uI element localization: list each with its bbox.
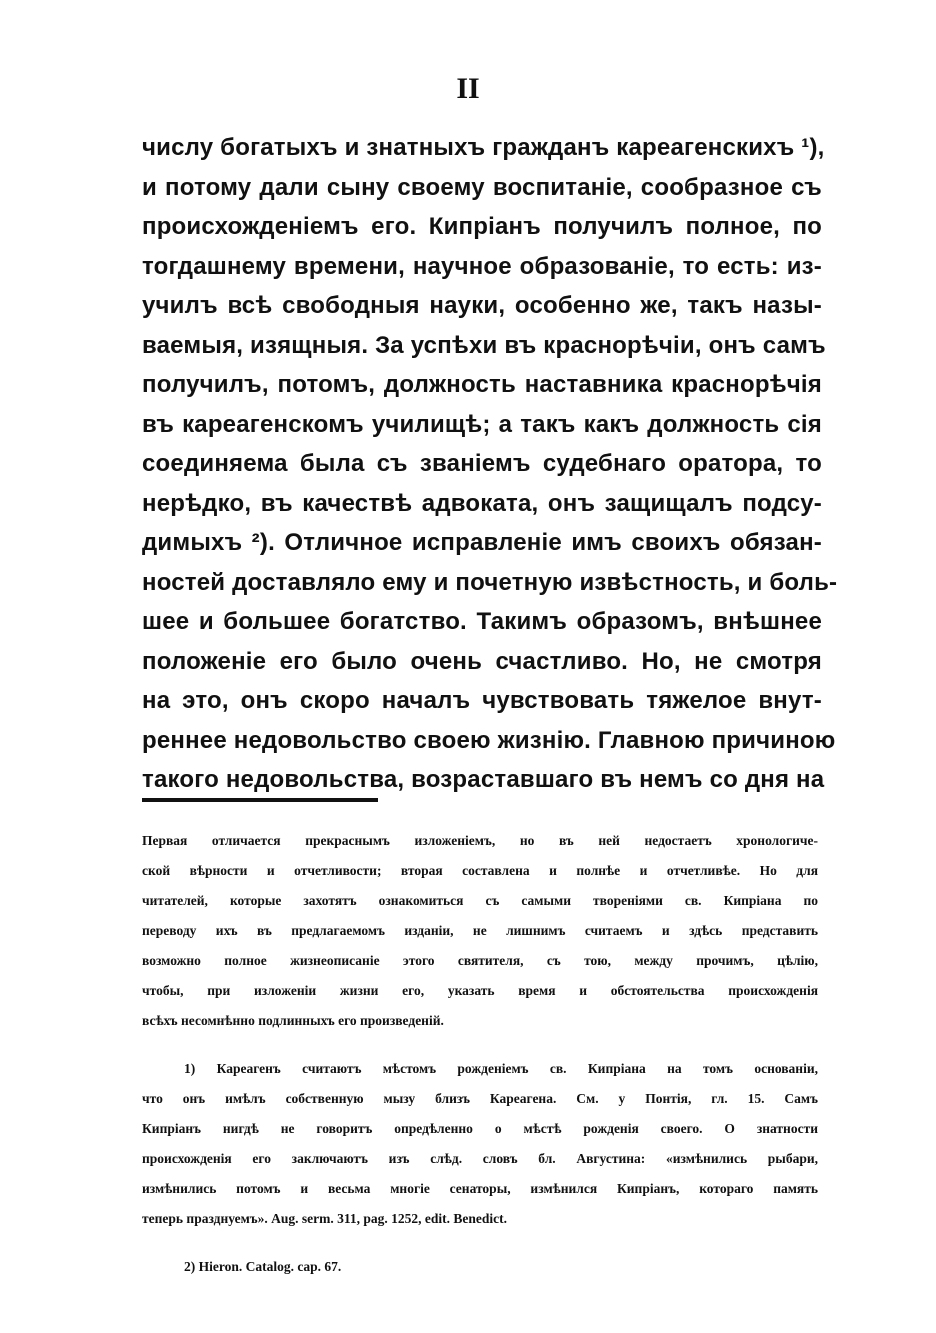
text-line: положеніе его было очень счастливо. Но, не смотря <box>142 647 822 675</box>
text-line: и потому дали сыну своему воспитаніе, сообразное съ <box>142 173 822 201</box>
footnote-line: измѣнились потомъ и весьма многіе сенаторы, измѣнился Кипріанъ, котораго память <box>142 1181 818 1196</box>
main-text <box>142 128 838 800</box>
text-line: тогдашнему времени, научное образованіе, то есть: из- <box>142 252 822 280</box>
footnotes <box>142 826 818 1282</box>
footnote-line: всѣхъ несомнѣнно подлинныхъ его произведеній. <box>142 1013 444 1028</box>
text-line: нерѣдко, въ качествѣ адвоката, онъ защищалъ подсу- <box>142 489 822 517</box>
footnote-line: переводу ихъ въ предлагаемомъ изданіи, не лишнимъ считаемъ и здѣсь представить <box>142 923 818 938</box>
footnote-line: Первая отличается прекраснымъ изложеніемъ, но въ ней недостаетъ хронологиче- <box>142 833 818 848</box>
footnote-2: 2) Hieron. Catalog. cap. 67. <box>184 1259 342 1274</box>
text-line: ностей доставляло ему и почетную извѣстность, и боль- <box>142 568 838 596</box>
footnote-line: 1) Кареагенъ считаютъ мѣстомъ рожденіемъ св. Кипріана на томъ основаніи, <box>184 1061 818 1076</box>
text-line: на это, онъ скоро началъ чувствовать тяжелое внут- <box>142 687 822 714</box>
footnote-line: происхожденія его заключаютъ изъ слѣд. словъ бл. Августина: «измѣнились рыбари, <box>142 1151 818 1166</box>
text-line: соединяема была съ званіемъ судебнаго оратора, то <box>142 450 822 477</box>
text-line: ваемыя, изящныя. За успѣхи въ краснорѣчіи, онъ самъ <box>142 331 826 359</box>
text-line: шее и большее богатство. Такимъ образомъ, внѣшнее <box>142 608 822 635</box>
footnote-line: возможно полное жизнеописаніе этого святителя, съ тою, между прочимъ, цѣлію, <box>142 953 818 968</box>
text-line: такого недовольства, возраставшаго въ немъ со дня на <box>142 766 825 793</box>
footnote-line: читателей, которые захотятъ ознакомиться съ самыми твореніями св. Кипріана по <box>142 893 818 908</box>
text-line: димыхъ ²). Отличное исправленіе имъ своихъ обязан- <box>142 529 822 556</box>
text-line: получилъ, потомъ, должность наставника краснорѣчія <box>142 371 822 398</box>
text-line: происхожденіемъ его. Кипріанъ получилъ полное, по <box>142 213 822 240</box>
text-line: училъ всѣ свободныя науки, особенно же, такъ назы- <box>142 292 822 319</box>
footnote-line: теперь празднуемъ». Aug. serm. 311, pag. 1252, edit. Benedict. <box>142 1211 508 1226</box>
footnote-1 <box>142 1054 818 1234</box>
footnote-line: ской вѣрности и отчетливости; вторая составлена и полнѣе и отчетливѣе. Но для <box>142 863 818 878</box>
footnote-line: чтобы, при изложеніи жизни его, указать время и обстоятельства происхожденія <box>142 983 818 998</box>
page-number: II <box>456 72 480 105</box>
footnote-line: Кипріанъ нигдѣ не говоритъ опредѣленно о мѣстѣ рожденія своего. О знатности <box>142 1121 818 1136</box>
text-line: реннее недовольство своею жизнію. Главною причиною <box>142 726 836 754</box>
footnote-line: что онъ имѣлъ собственную мызу близъ Кареагена. См. у Понтія, гл. 15. Самъ <box>142 1091 818 1106</box>
footnote-divider <box>142 798 378 802</box>
text-line: числу богатыхъ и знатныхъ гражданъ кареагенскихъ ¹), <box>142 134 825 161</box>
text-line: въ кареагенскомъ училищѣ; а такъ какъ должность сія <box>142 410 822 438</box>
footnote-continuation <box>142 826 818 1036</box>
